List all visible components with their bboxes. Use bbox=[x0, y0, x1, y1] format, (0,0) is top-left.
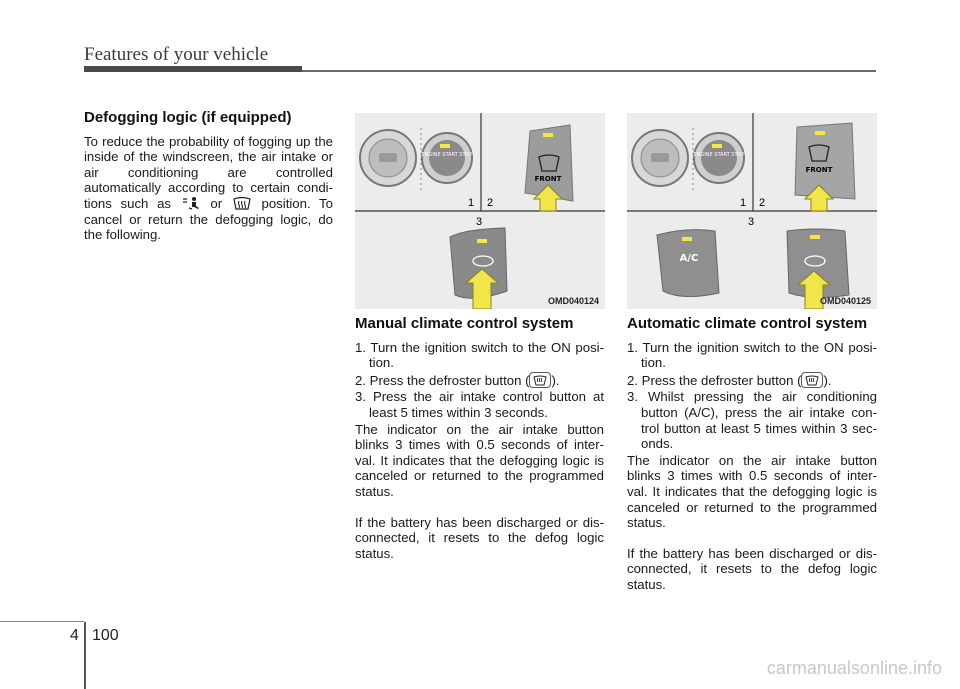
ac-button-label: A/C bbox=[679, 253, 699, 264]
manual-climate-section bbox=[355, 316, 604, 561]
manual-step-2-text-a: 2. Press the defroster button ( bbox=[355, 372, 530, 388]
manual-para-1: The indicator on the air intake button blinks 3 times with 0.5 seconds of inter- val. It indicates that the defogging logic is canceled or returned to the programmed status. bbox=[355, 421, 604, 499]
automatic-step-1: 1. Turn the ignition switch to the ON posi- tion. bbox=[627, 339, 877, 371]
manual-steps bbox=[355, 340, 604, 421]
defrost-button-icon bbox=[801, 372, 823, 388]
automatic-step-2 bbox=[627, 372, 877, 389]
fig1-label-1: 1 bbox=[468, 197, 475, 209]
intro-text-b: position. To cancel or return the defogging logic, do the following. bbox=[84, 195, 333, 243]
start-stop-label: ENGINE START STOP bbox=[693, 152, 745, 158]
watermark: carmanualsonline.info bbox=[766, 658, 942, 678]
automatic-para-2: If the battery has been discharged or dis- connected, it resets to the defog logic status. bbox=[627, 545, 877, 592]
manual-climate-illustration bbox=[355, 113, 605, 309]
figure-code: OMD040124 bbox=[547, 296, 599, 306]
manual-step-2-text-b: ). bbox=[551, 372, 560, 388]
section-number: 4 bbox=[70, 627, 79, 644]
intro-text-a: To reduce the probability of fogging up the inside of the windscreen, the air intake or air conditioning are controlled automatically according to certain condi- tions such as bbox=[84, 133, 333, 211]
page-number: 100 bbox=[92, 627, 119, 644]
fig2-label-1: 1 bbox=[740, 197, 747, 209]
fig1-label-2: 2 bbox=[487, 197, 494, 209]
defrost-icon bbox=[231, 196, 253, 211]
automatic-step-3: 3. Whilst pressing the air conditioning button (A/C), press the air intake con- trol button at least 5 times within 3 sec- onds. bbox=[627, 389, 877, 452]
manual-para-2: If the battery has been discharged or dis- connected, it resets to the defog logic status. bbox=[355, 514, 604, 561]
defogging-logic-section bbox=[84, 110, 333, 243]
automatic-step-2-text-b: ). bbox=[823, 372, 832, 388]
header-rule-thin bbox=[302, 70, 876, 72]
manual-step-3: 3. Press the air intake control button at least 5 times within 3 seconds. bbox=[355, 389, 604, 420]
automatic-para-1: The indicator on the air intake button blinks 3 times with 0.5 seconds of inter- val. It indicates that the defogging logic is canceled or returned to the programmed status. bbox=[627, 452, 877, 531]
fig1-label-3: 3 bbox=[475, 216, 483, 228]
manual-step-2 bbox=[355, 372, 604, 389]
figure-manual-climate bbox=[355, 113, 605, 309]
front-defrost-label: FRONT bbox=[805, 166, 833, 174]
manual-step-1: 1. Turn the ignition switch to the ON posi- tion. bbox=[355, 339, 604, 371]
header-rule-thick bbox=[84, 66, 302, 72]
fig2-label-2: 2 bbox=[759, 197, 766, 209]
automatic-steps bbox=[627, 340, 877, 452]
defogging-logic-heading: Defogging logic (if equipped) bbox=[84, 109, 292, 126]
windshield-feet-mode-icon bbox=[180, 196, 202, 211]
front-defrost-label: FRONT bbox=[534, 175, 562, 183]
automatic-climate-illustration bbox=[627, 113, 877, 309]
figure-code: OMD040125 bbox=[819, 296, 871, 306]
fig2-label-3: 3 bbox=[747, 216, 755, 228]
intro-text-or: or bbox=[210, 195, 223, 211]
start-stop-label: ENGINE START STOP bbox=[421, 152, 473, 158]
automatic-climate-heading: Automatic climate control system bbox=[627, 315, 868, 332]
automatic-step-2-text-a: 2. Press the defroster button ( bbox=[627, 372, 802, 388]
automatic-climate-section bbox=[627, 316, 877, 593]
footer-divider bbox=[84, 622, 86, 689]
defogging-logic-text bbox=[84, 134, 333, 243]
manual-climate-heading: Manual climate control system bbox=[355, 315, 574, 332]
footer-rule bbox=[0, 621, 84, 622]
page-header-title: Features of your vehicle bbox=[84, 44, 269, 65]
figure-automatic-climate bbox=[627, 113, 877, 309]
defrost-button-icon bbox=[529, 372, 551, 388]
